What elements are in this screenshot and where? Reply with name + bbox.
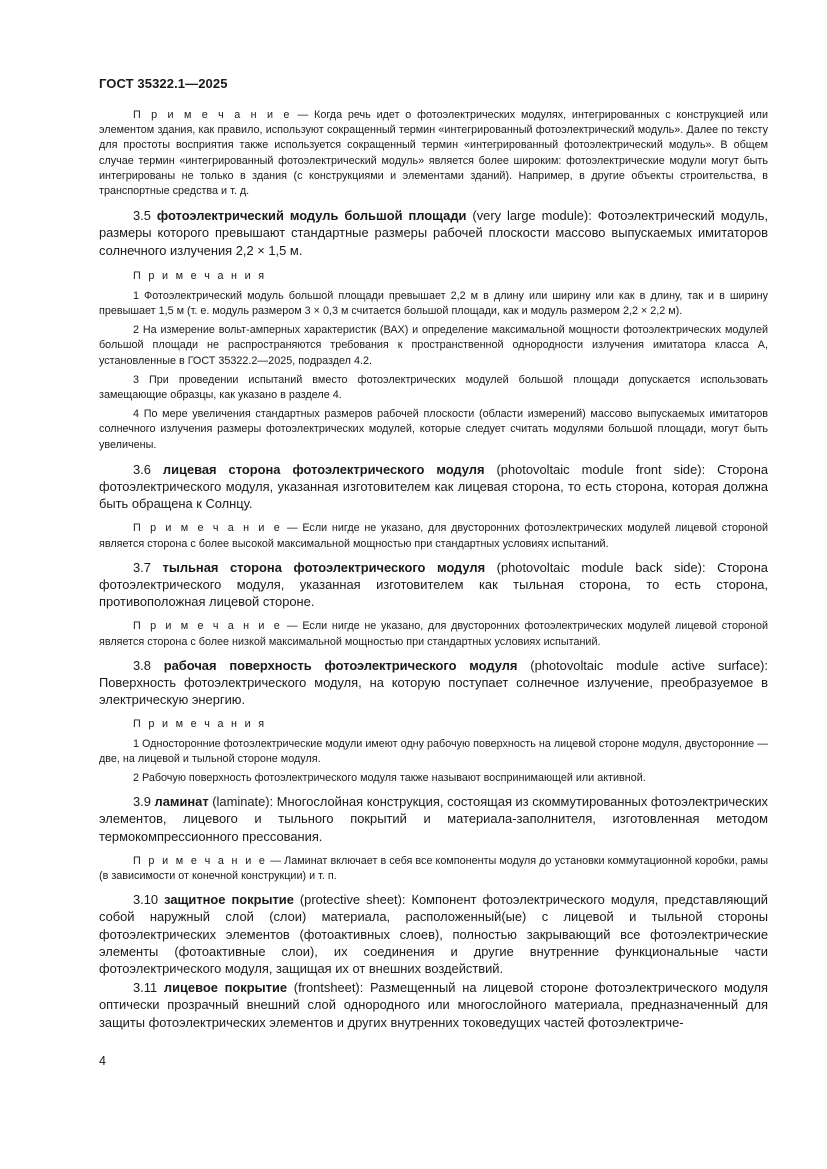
notes-heading: П р и м е ч а н и я xyxy=(133,269,267,282)
term-name: тыльная сторона фотоэлектрического модуля xyxy=(162,559,486,575)
note-3-5-1: 1 Фотоэлектрический модуль большой площади превышает 2,2 м в длину или ширину или как в длину, так и в ширину превышает 1,5 м (т. е. модуль размером 3 × 0,3 м считается большой площади, как и модуль размером 2,2 × 2,2 м). xyxy=(99,289,768,318)
term-definition: (photovoltaic module active surface): Поверхность фотоэлектрического модуля, на которую поступает солнечное излучение, преобразуемое в электрическую энергию. xyxy=(99,657,768,708)
page-number: 4 xyxy=(99,1054,106,1068)
term-number: 3.8 xyxy=(133,657,151,673)
term-definition: (protective sheet): Компонент фотоэлектрического модуля, представляющий собой наружный слой (слои) материала, расположенный(ые) с лицевой и тыльной стороны фотоэлектрических элементов (фотоактивных слоев), полностью закрывающий все фотоэлектрические элементы (фотоактивные слои), их соединения и другие внутренние функциональные части фотоэлектрического модуля, защищая их от внешних воздействий. xyxy=(99,892,768,976)
note-3-8-1: 1 Односторонние фотоэлектрические модули имеют одну рабочую поверхность на лицевой стороне модуля, двусторонние — две, на лицевой и тыльной стороне модуля. xyxy=(99,737,768,765)
document-header: ГОСТ 35322.1—2025 xyxy=(99,76,228,91)
note-3-4: П р и м е ч а н и е — Когда речь идет о фотоэлектрических модулях, интегрированных с конструкцией или элементом здания, как правило, используют сокращенный термин «интегрированный фотоэлектрический модуль». Далее по тексту для простоты восприятия также используется сокращенный термин «интегрированный фотоэлектрический модуль». В общем случае термин «интегрированный фотоэлектрический модуль» является более широким: фотоэлектрические модули могут быть интегрированы не только в здания (с конструкциями и элементами зданий). Например, в другие объекты строительства, в транспортные средства и т. д. xyxy=(99,109,768,198)
note-label: П р и м е ч а н и е xyxy=(133,854,268,867)
note-3-5-2: 2 На измерение вольт-амперных характеристик (ВАХ) и определение максимальной мощности фотоэлектрических модулей большой площади не распространяются требования к пространственной однородности излучения имитатора класса А, установленные в ГОСТ 35322.2—2025, подраздел 4.2. xyxy=(99,324,768,367)
term-definition: (very large module): Фотоэлектрический модуль, размеры которого превышают стандартные размеры рабочей плоскости массово выпускаемых имитаторов солнечного излучения 2,2 × 1,5 м. xyxy=(99,208,768,258)
note-3-8-2: 2 Рабочую поверхность фотоэлектрического модуля также называют воспринимающей или активной. xyxy=(133,771,646,784)
term-3-11 xyxy=(99,979,768,1031)
document-body xyxy=(99,108,768,1031)
note-3-9: П р и м е ч а н и е — Ламинат включает в себя все компоненты модуля до установки коммутационной коробки, рамы (в зависимости от конечной конструкции) и т. п. xyxy=(99,854,768,882)
note-3-5-3: 3 При проведении испытаний вместо фотоэлектрических модулей большой площади допускается использовать замещающие образцы, как указано в разделе 4. xyxy=(99,373,768,402)
term-3-10 xyxy=(99,891,768,977)
term-number: 3.7 xyxy=(133,559,151,575)
term-name: лицевое покрытие xyxy=(163,980,288,996)
term-3-8 xyxy=(99,657,768,709)
term-name: ламинат xyxy=(154,794,209,810)
term-name: лицевая сторона фотоэлектрического модуля xyxy=(162,461,485,477)
note-3-7: П р и м е ч а н и е — Если нигде не указано, для двусторонних фотоэлектрических модулей лицевой стороной является сторона с более низкой максимальной мощностью при стандартных условиях испытаний. xyxy=(99,620,768,648)
term-name: фотоэлектрический модуль большой площади xyxy=(156,208,467,224)
term-definition: (photovoltaic module front side): Сторона фотоэлектрического модуля, указанная изготовителем как лицевая сторона, то есть сторона, которая должна быть обращена к Солнцу. xyxy=(99,461,768,512)
term-definition: (frontsheet): Размещенный на лицевой стороне фотоэлектрического модуля оптически прозрачный внешний слой однородного или многослойного материала, предназначенный для защиты фотоэлектрических элементов и других внутренних токоведущих частей фотоэлектриче- xyxy=(99,980,768,1030)
note-3-5-4: 4 По мере увеличения стандартных размеров рабочей плоскости (области измерений) массово выпускаемых имитаторов солнечного излучения размеры фотоэлектрических модулей, которые следует считать модулями большой площади, могут быть увеличены. xyxy=(99,408,768,451)
term-number: 3.10 xyxy=(133,892,159,908)
term-number: 3.9 xyxy=(133,794,151,810)
note-label: П р и м е ч а н и е xyxy=(133,522,283,535)
term-definition: (photovoltaic module back side): Сторона фотоэлектрического модуля, указанная изготовителем как тыльная сторона, то есть сторона, противоположная лицевой стороне. xyxy=(99,559,768,610)
term-number: 3.5 xyxy=(133,208,151,224)
term-3-6 xyxy=(99,461,768,513)
notes-heading: П р и м е ч а н и я xyxy=(133,717,267,730)
note-label: П р и м е ч а н и е xyxy=(133,109,292,121)
note-label: П р и м е ч а н и е xyxy=(133,620,283,633)
term-definition: (laminate): Многослойная конструкция, состоящая из скоммутированных фотоэлектрических элементов, лицевого и тыльного покрытий и материала-заполнителя, изготовленная методом термокомпрессионного прессования. xyxy=(99,794,768,844)
term-3-7 xyxy=(99,559,768,611)
note-3-6: П р и м е ч а н и е — Если нигде не указано, для двусторонних фотоэлектрических модулей лицевой стороной является сторона с более высокой максимальной мощностью при стандартных условиях испытаний. xyxy=(99,522,768,550)
term-3-5 xyxy=(99,207,768,259)
term-3-9 xyxy=(99,793,768,845)
term-number: 3.6 xyxy=(133,461,151,477)
term-name: рабочая поверхность фотоэлектрического модуля xyxy=(163,657,518,673)
term-number: 3.11 xyxy=(133,980,158,996)
term-name: защитное покрытие xyxy=(164,892,294,908)
